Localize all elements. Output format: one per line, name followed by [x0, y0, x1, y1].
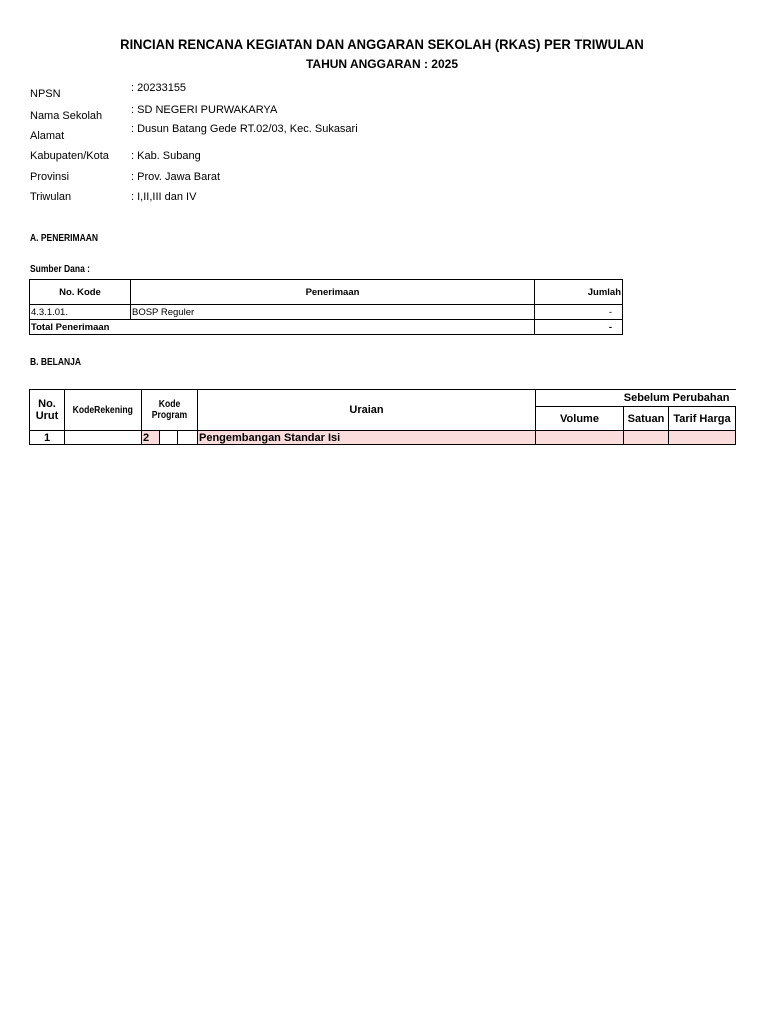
penerimaan-table — [29, 279, 623, 335]
triwulan-label: Triwulan — [30, 191, 72, 203]
npsn-label: NPSN — [30, 88, 61, 100]
header-no-kode: No. Kode — [30, 280, 131, 305]
provinsi-value: : Prov. Jawa Barat — [131, 171, 221, 183]
cell-jumlah: - — [535, 305, 623, 320]
header-uraian: Uraian — [198, 390, 536, 431]
total-penerimaan-label: Total Penerimaan — [30, 320, 535, 335]
cell-uraian: Pengembangan Standar Isi — [198, 431, 536, 445]
total-row — [30, 320, 623, 335]
triwulan-value: : I,II,III dan IV — [131, 191, 197, 203]
table-header-row — [30, 280, 623, 305]
table-row — [30, 305, 623, 320]
alamat-value: : Dusun Batang Gede RT.02/03, Kec. Sukasari — [131, 123, 358, 135]
header-tarif-harga: Tarif Harga — [669, 407, 736, 431]
cell-kode-program-sub2 — [178, 431, 198, 445]
cell-kode-rekening — [65, 431, 142, 445]
header-jumlah: Jumlah — [535, 280, 623, 305]
belanja-table — [29, 389, 736, 445]
header-kode-program: Kode Program — [142, 390, 198, 431]
nama-sekolah-label: Nama Sekolah — [30, 110, 103, 122]
nama-sekolah-value: : SD NEGERI PURWAKARYA — [131, 104, 278, 116]
cell-penerimaan: BOSP Reguler — [131, 305, 535, 320]
cell-kode-program: 2 — [142, 431, 160, 445]
provinsi-label: Provinsi — [30, 171, 70, 183]
table-header-row — [30, 390, 736, 407]
header-kode-rekening: KodeRekening — [65, 390, 142, 431]
cell-satuan — [624, 431, 669, 445]
header-volume: Volume — [536, 407, 624, 431]
cell-kode-program-sub1 — [160, 431, 178, 445]
header-sebelum-perubahan: Sebelum Perubahan — [536, 390, 736, 407]
header-no-urut: No. Urut — [30, 390, 65, 431]
cell-kode: 4.3.1.01. — [30, 305, 131, 320]
sumber-dana-label: Sumber Dana : — [30, 264, 90, 275]
npsn-value: : 20233155 — [131, 82, 187, 94]
section-penerimaan-title: A. PENERIMAAN — [30, 233, 99, 244]
header-satuan: Satuan — [624, 407, 669, 431]
cell-no-urut: 1 — [30, 431, 65, 445]
report-subtitle: TAHUN ANGGARAN : 2025 — [305, 57, 458, 71]
total-penerimaan-value: - — [535, 320, 623, 335]
kabupaten-value: : Kab. Subang — [131, 150, 201, 162]
header-penerimaan: Penerimaan — [131, 280, 535, 305]
alamat-label: Alamat — [30, 130, 65, 142]
table-row — [30, 431, 736, 445]
cell-tarif-harga — [669, 431, 736, 445]
section-belanja-title: B. BELANJA — [30, 357, 82, 368]
kabupaten-label: Kabupaten/Kota — [30, 150, 109, 162]
report-title: RINCIAN RENCANA KEGIATAN DAN ANGGARAN SEKOLAH (RKAS) PER TRIWULAN — [120, 36, 644, 52]
cell-volume — [536, 431, 624, 445]
